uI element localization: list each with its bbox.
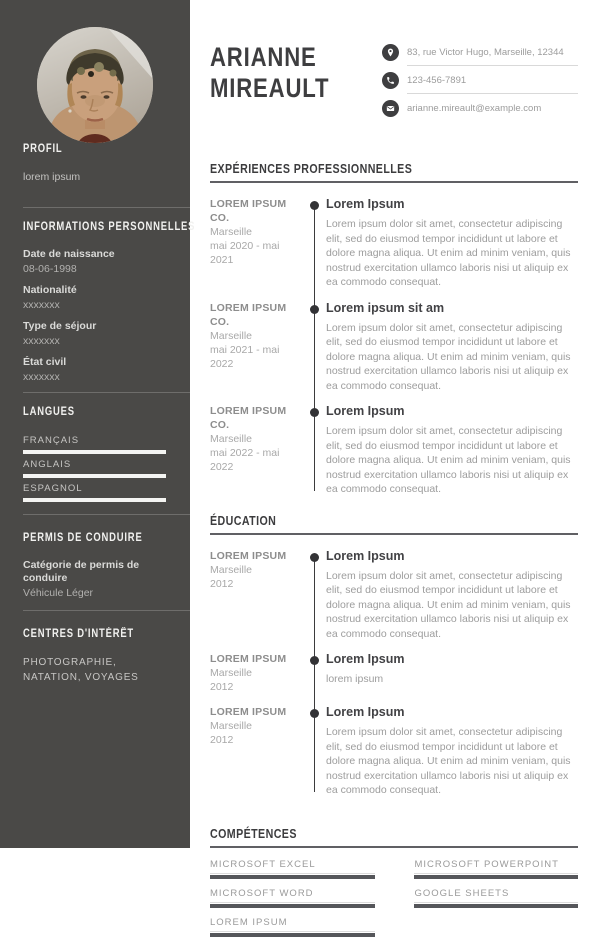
language-level-bar [23, 474, 166, 478]
contact-phone[interactable]: 123-456-7891 [407, 72, 578, 94]
contact-row-email [382, 100, 578, 121]
entry-description: lorem ipsum [326, 673, 384, 685]
sidebar-divider [23, 610, 190, 611]
language-label: FRANÇAIS [23, 435, 80, 446]
first-name: ARIANNE [210, 42, 317, 72]
sidebar [0, 0, 196, 848]
header [210, 42, 578, 127]
timeline-dot [310, 305, 319, 314]
entry-location: Marseille [210, 720, 253, 732]
education-entry [210, 705, 578, 798]
personal-item-nationality [23, 284, 190, 312]
timeline-dot [310, 709, 319, 718]
section-rule [210, 181, 578, 183]
sidebar-section-interests-title: CENTRES D'INTÉRÊT [23, 628, 135, 640]
entry-dates: mai 2020 - mai 2021 [210, 240, 280, 266]
language-level-bar [23, 450, 166, 454]
entry-description: Lorem ipsum dolor sit amet, consectetur adipiscing elit, sed do eiusmod tempor incididunt ut labore et dolore magna aliqua. Ut enim ad minim veniam, quis nostrud exercitation ullamco laboris nisi ut aliquip ex ea commodo consequat. [326, 569, 571, 640]
email-icon [382, 100, 399, 117]
entry-role: Lorem Ipsum [326, 197, 405, 211]
location-pin-icon [382, 44, 399, 61]
language-label: ESPAGNOL [23, 483, 83, 494]
entry-role: Lorem ipsum sit am [326, 300, 445, 315]
sidebar-section-driving-title: PERMIS DE CONDUIRE [23, 532, 143, 544]
phone-icon [382, 72, 399, 89]
entry-dates: 2012 [210, 734, 234, 746]
entry-location: Marseille [210, 226, 253, 238]
language-item-english [23, 459, 190, 478]
section-skills [210, 826, 578, 946]
personal-item-label: Type de séjour [23, 320, 97, 332]
skill-item [210, 859, 375, 879]
sidebar-divider [23, 514, 190, 515]
experience-entry [210, 197, 578, 290]
driving-licence-label: Catégorie de permis de conduire [23, 559, 140, 584]
entry-company: LOREM IPSUM CO. [210, 301, 287, 328]
interests-text: PHOTOGRAPHIE, NATATION, VOYAGES [23, 657, 139, 683]
personal-item-value: xxxxxxx [23, 299, 60, 311]
language-label: ANGLAIS [23, 459, 72, 470]
last-name: MIREAULT [210, 73, 330, 103]
sidebar-section-personal-title: INFORMATIONS PERSONNELLES [23, 221, 196, 233]
entry-school: LOREM IPSUM [210, 653, 287, 665]
language-item-french [23, 435, 190, 454]
skill-item [414, 888, 578, 908]
skill-level-bar [210, 875, 375, 879]
personal-item-value: 08-06-1998 [23, 263, 77, 275]
contact-email[interactable]: arianne.mireault@example.com [407, 103, 542, 114]
timeline-dot [310, 408, 319, 417]
entry-description: Lorem ipsum dolor sit amet, consectetur adipiscing elit, sed do eiusmod tempor incididunt ut labore et dolore magna aliqua. Ut enim ad minim veniam, quis nostrud exercitation ullamco laboris nisi ut aliquip ex ea commodo consequat. [326, 321, 571, 392]
experience-entry [210, 404, 578, 497]
timeline-dot [310, 553, 319, 562]
entry-location: Marseille [210, 433, 253, 445]
sidebar-divider [23, 207, 190, 208]
skill-label: MICROSOFT EXCEL [210, 859, 375, 874]
entry-dates: mai 2021 - mai 2022 [210, 343, 280, 370]
section-experience-title: EXPÉRIENCES PROFESSIONNELLES [210, 161, 413, 176]
profile-photo-illustration [37, 27, 153, 143]
section-education-title: ÉDUCATION [210, 512, 277, 528]
driving-licence-value: Véhicule Léger [23, 587, 94, 599]
entry-company: LOREM IPSUM CO. [210, 198, 287, 224]
personal-item-label: État civil [23, 356, 67, 368]
entry-dates: 2012 [210, 577, 234, 590]
timeline-dot [310, 201, 319, 210]
skill-label: LOREM IPSUM [210, 917, 375, 932]
skill-level-bar [210, 933, 375, 937]
entry-school: LOREM IPSUM [210, 549, 287, 562]
contact-address[interactable]: 83, rue Victor Hugo, Marseille, 12344 [407, 44, 578, 66]
profil-text: lorem ipsum [23, 171, 81, 183]
personal-item-label: Nationalité [23, 284, 77, 296]
entry-description: Lorem ipsum dolor sit amet, consectetur adipiscing elit, sed do eiusmod tempor incididunt ut labore et dolore magna aliqua. Ut enim ad minim veniam, quis nostrud exercitation ullamco laboris nisi ut aliquip ex ea commodo consequat. [326, 425, 571, 495]
entry-dates: mai 2022 - mai 2022 [210, 447, 280, 473]
section-rule [210, 533, 578, 535]
personal-item-label: Date de naissance [23, 248, 115, 260]
skill-label: GOOGLE SHEETS [414, 888, 578, 903]
skill-item [210, 888, 375, 908]
entry-description: Lorem ipsum dolor sit amet, consectetur adipiscing elit, sed do eiusmod tempor incididunt ut labore et dolore magna aliqua. Ut enim ad minim veniam, quis nostrud exercitation ullamco laboris nisi ut aliquip ex ea commodo consequat. [326, 726, 571, 796]
entry-school: LOREM IPSUM [210, 706, 287, 718]
entry-location: Marseille [210, 667, 253, 679]
entry-degree: Lorem Ipsum [326, 652, 405, 666]
timeline-dot [310, 656, 319, 665]
section-experience [210, 161, 578, 497]
experience-entry [210, 301, 578, 394]
page-title [210, 42, 382, 127]
personal-item-value: xxxxxxx [23, 335, 60, 347]
section-skills-title: COMPÉTENCES [210, 825, 297, 841]
driving-licence-item [23, 559, 190, 600]
skill-item [210, 917, 375, 937]
entry-company: LOREM IPSUM CO. [210, 405, 287, 431]
personal-item-value: xxxxxxx [23, 371, 60, 383]
skill-item [414, 859, 578, 879]
language-item-spanish [23, 483, 190, 502]
contact-row-address [382, 44, 578, 66]
section-rule [210, 846, 578, 848]
entry-dates: 2012 [210, 681, 234, 693]
skill-label: MICROSOFT WORD [210, 888, 375, 903]
education-entry [210, 549, 578, 642]
entry-degree: Lorem Ipsum [326, 705, 405, 719]
entry-role: Lorem Ipsum [326, 404, 405, 418]
contact-info [382, 42, 578, 127]
entry-description: Lorem ipsum dolor sit amet, consectetur adipiscing elit, sed do eiusmod tempor incididunt ut labore et dolore magna aliqua. Ut enim ad minim veniam, quis nostrud exercitation ullamco laboris nisi ut aliquip ex ea commodo consequat. [326, 218, 571, 288]
entry-degree: Lorem Ipsum [326, 548, 405, 563]
personal-item-birthdate [23, 248, 190, 276]
skill-level-bar [210, 904, 375, 908]
entry-location: Marseille [210, 329, 253, 342]
main-content [210, 0, 578, 946]
section-education [210, 513, 578, 798]
education-entry [210, 652, 578, 694]
skill-label: MICROSOFT POWERPOINT [414, 859, 578, 874]
sidebar-divider [23, 392, 190, 393]
personal-item-residence [23, 320, 190, 348]
skill-level-bar [414, 904, 578, 908]
contact-row-phone [382, 72, 578, 94]
language-level-bar [23, 498, 166, 502]
entry-location: Marseille [210, 563, 253, 576]
skill-level-bar [414, 875, 578, 879]
personal-item-marital-status [23, 356, 190, 384]
sidebar-section-languages-title: LANGUES [23, 406, 75, 418]
sidebar-section-profil-title: PROFIL [23, 143, 63, 155]
avatar [37, 27, 153, 143]
